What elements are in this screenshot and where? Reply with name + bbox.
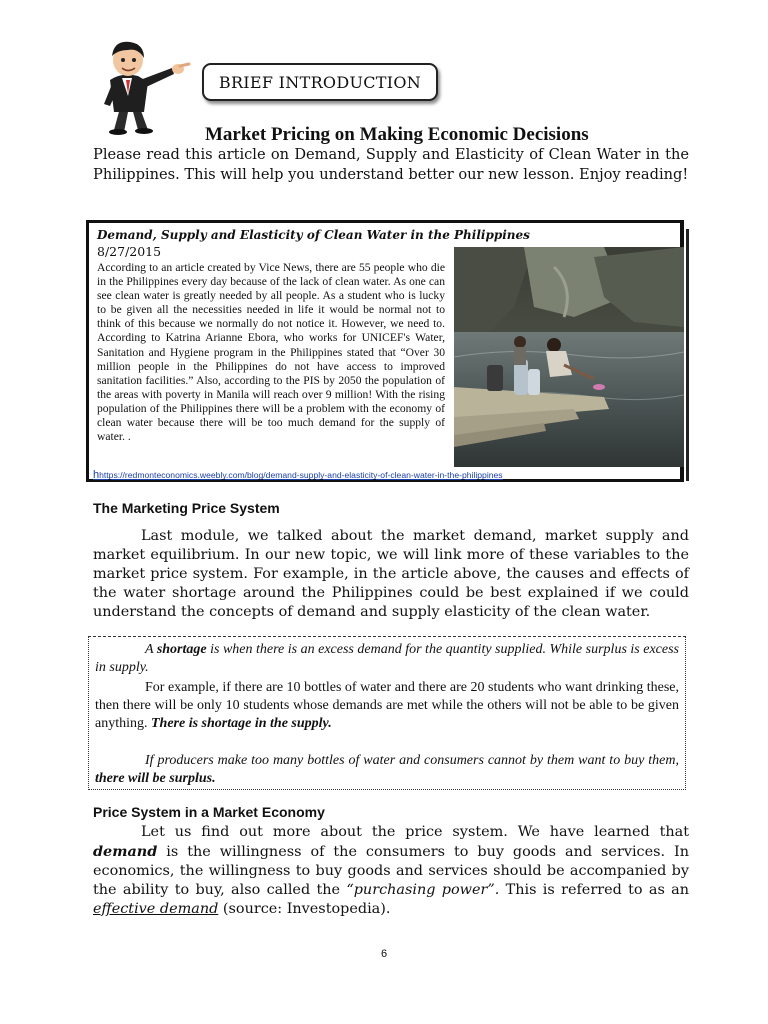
article-source-link[interactable] bbox=[93, 469, 503, 481]
def-p1-a: A bbox=[145, 642, 157, 657]
intro-paragraph: Please read this article on Demand, Supply and Elasticity of Clean Water in the Philippines. This will help you understand better our new lesson. Enjoy reading! bbox=[93, 146, 689, 183]
s2-b: is the willingness of the consumers to buy goods and services. In economics, the willingness to buy goods and services should be accompanied by the ability to buy, also called the bbox=[93, 844, 689, 898]
article-title: Demand, Supply and Elasticity of Clean Water in the Philippines bbox=[97, 228, 530, 242]
article-body: According to an article created by Vice News, there are 55 people who die in the Philippines every day because of the lack of clean water. As one can see clean water is greatly needed by all people. As a student who is lucky to be given all the necessities needed in life it would be normal not to think of this because we normally do not notice it. However, we need to. According to Katrina Arianne Ebora, who works for UNICEF's Water, Sanitation and Hygiene program in the Philippines stated that “Over 30 million people in the Philippines do not have access to improved sanitation facilities.” Also, according to the PIS by 2050 the population of the areas with poverty in Manila will reach over 9 million! With the rising population of the Philippines there will be a problem with the economy of clean water because there will be too much demand for the supply of water. . bbox=[97, 261, 445, 444]
def-p3-a: If producers make too many bottles of water and consumers cannot by them want to buy them, bbox=[145, 753, 679, 768]
section-heading-marketing-price-system: The Marketing Price System bbox=[93, 500, 280, 516]
definition-example bbox=[95, 679, 679, 733]
s2-a: Let us find out more about the price system. We have learned that bbox=[141, 824, 689, 840]
cartoon-teacher-pointing-icon bbox=[92, 38, 196, 136]
definition-shortage bbox=[95, 641, 679, 677]
section1-paragraph bbox=[93, 527, 689, 622]
def-p2-b: There is shortage in the supply. bbox=[151, 716, 332, 731]
link-prefix: h bbox=[93, 469, 100, 481]
children-fetching-water-photo bbox=[454, 247, 684, 467]
page-number: 6 bbox=[380, 948, 388, 960]
def-p2-a: For example, if there are 10 bottles of water and there are 20 students who want drinking these, then there will be only 10 students whose demands are met while the others will not be able to be given anything. bbox=[95, 680, 679, 731]
def-p3-b: there will be surplus. bbox=[95, 771, 216, 786]
shortage-surplus-definition-box bbox=[88, 636, 686, 790]
definition-surplus bbox=[95, 752, 679, 788]
section-heading-price-system-market-economy: Price System in a Market Economy bbox=[93, 804, 325, 820]
section1-text: Last module, we talked about the market demand, market supply and market equilibrium. In our new topic, we will link more of these variables to the market price system. For example, in the article above, the causes and effects of the water shortage around the Philippines could be best explained if we could understand the concepts of demand and supply elasticity of the clean water. bbox=[93, 528, 689, 620]
s2-term-effective-demand: effective demand bbox=[93, 901, 219, 917]
s2-c: This is referred to as an bbox=[499, 882, 689, 898]
s2-term-demand: demand bbox=[93, 843, 158, 860]
link-url[interactable]: https://redmonteconomics.weebly.com/blog/demand-supply-and-elasticity-of-clean-water-in-the-philippines bbox=[99, 470, 503, 480]
article-box bbox=[86, 220, 684, 482]
article-date: 8/27/2015 bbox=[97, 244, 162, 259]
section2-paragraph bbox=[93, 823, 689, 919]
brief-introduction-banner: BRIEF INTRODUCTION bbox=[202, 63, 438, 101]
page-title: Market Pricing on Making Economic Decisions bbox=[205, 124, 589, 145]
def-term-shortage: shortage bbox=[156, 642, 207, 657]
def-p1-b: is when there is an excess demand for the quantity supplied. While surplus is excess in supply. bbox=[95, 642, 679, 675]
s2-term-purchasing-power: “purchasing power”. bbox=[346, 882, 500, 898]
s2-d: (source: Investopedia). bbox=[218, 901, 391, 917]
